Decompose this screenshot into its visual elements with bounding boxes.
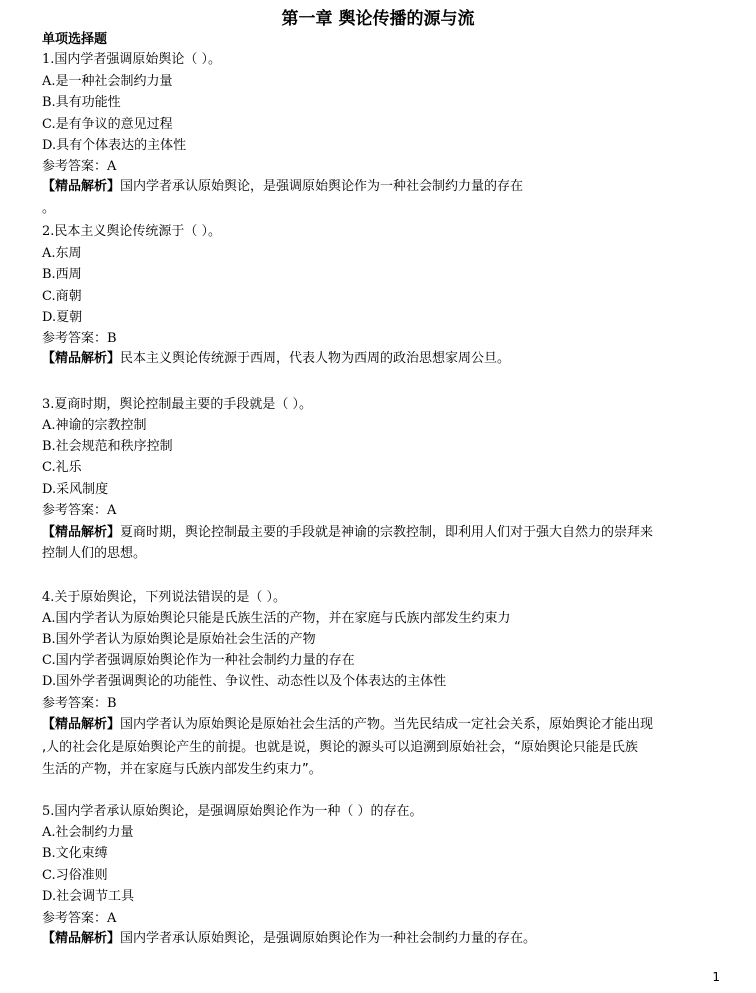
page-number: 1 bbox=[712, 970, 720, 984]
question-2-option-b: B.西周 bbox=[42, 267, 82, 282]
question-3-option-d: D.采风制度 bbox=[42, 482, 109, 497]
analysis-label: 【精品解析】 bbox=[42, 525, 121, 540]
question-5-option-d: D.社会调节工具 bbox=[42, 889, 135, 904]
question-5-option-c: C.习俗准则 bbox=[42, 868, 108, 883]
question-3-analysis bbox=[42, 524, 653, 542]
question-2-option-d: D.夏朝 bbox=[42, 310, 83, 325]
question-1-analysis bbox=[42, 178, 523, 196]
question-4-option-d: D.国外学者强调舆论的功能性、争议性、动态性以及个体表达的主体性 bbox=[42, 674, 447, 689]
question-4-analysis bbox=[42, 716, 653, 734]
question-4-option-b: B.国外学者认为原始舆论是原始社会生活的产物 bbox=[42, 632, 316, 647]
section-heading: 单项选择题 bbox=[42, 32, 108, 47]
analysis-label: 【精品解析】 bbox=[42, 179, 121, 194]
question-1-stem: 1.国内学者强调原始舆论（ ）。 bbox=[42, 52, 222, 67]
question-3-stem: 3.夏商时期，舆论控制最主要的手段就是（ ）。 bbox=[42, 397, 313, 412]
question-5-analysis bbox=[42, 930, 536, 948]
question-3-analysis-continued: 控制人们的思想。 bbox=[42, 546, 147, 561]
question-3-option-b: B.社会规范和秩序控制 bbox=[42, 439, 173, 454]
question-4-analysis-continued-1: ,人的社会化是原始舆论产生的前提。也就是说，舆论的源头可以追溯到原始社会，“原始舆论只能是氏族 bbox=[42, 740, 638, 755]
question-5-stem: 5.国内学者承认原始舆论，是强调原始舆论作为一种（ ）的存在。 bbox=[42, 804, 423, 819]
question-3-option-c: C.礼乐 bbox=[42, 460, 82, 475]
question-1-option-b: B.具有功能性 bbox=[42, 95, 121, 110]
question-4-stem: 4.关于原始舆论，下列说法错误的是（ ）。 bbox=[42, 590, 287, 605]
question-5-option-b: B.文化束缚 bbox=[42, 846, 108, 861]
analysis-text: 民本主义舆论传统源于西周，代表人物为西周的政治思想家周公旦。 bbox=[120, 351, 511, 366]
question-4-answer: 参考答案：B bbox=[42, 696, 117, 711]
question-4-option-a: A.国内学者认为原始舆论只能是氏族生活的产物，并在家庭与氏族内部发生约束力 bbox=[42, 611, 511, 626]
question-5-answer: 参考答案：A bbox=[42, 911, 117, 926]
analysis-text: 国内学者认为原始舆论是原始社会生活的产物。当先民结成一定社会关系，原始舆论才能出现 bbox=[120, 717, 654, 732]
question-2-option-a: A.东周 bbox=[42, 246, 82, 261]
analysis-label: 【精品解析】 bbox=[42, 931, 121, 946]
question-3-option-a: A.神谕的宗教控制 bbox=[42, 418, 147, 433]
question-5-option-a: A.社会制约力量 bbox=[42, 825, 134, 840]
question-1-analysis-continued: 。 bbox=[42, 201, 56, 216]
question-1-option-a: A.是一种社会制约力量 bbox=[42, 74, 173, 89]
question-3-answer: 参考答案：A bbox=[42, 503, 117, 518]
chapter-title: 第一章 舆论传播的源与流 bbox=[281, 9, 475, 29]
analysis-label: 【精品解析】 bbox=[42, 717, 121, 732]
analysis-label: 【精品解析】 bbox=[42, 351, 121, 366]
question-4-analysis-continued-2: 生活的产物，并在家庭与氏族内部发生约束力”。 bbox=[42, 762, 322, 777]
question-1-option-c: C.是有争议的意见过程 bbox=[42, 117, 173, 132]
question-2-stem: 2.民本主义舆论传统源于（ ）。 bbox=[42, 224, 222, 239]
question-1-option-d: D.具有个体表达的主体性 bbox=[42, 138, 187, 153]
question-2-option-c: C.商朝 bbox=[42, 289, 82, 304]
question-2-answer: 参考答案：B bbox=[42, 331, 117, 346]
analysis-text: 国内学者承认原始舆论，是强调原始舆论作为一种社会制约力量的存在。 bbox=[120, 931, 537, 946]
analysis-text: 国内学者承认原始舆论，是强调原始舆论作为一种社会制约力量的存在 bbox=[120, 179, 524, 194]
analysis-text: 夏商时期，舆论控制最主要的手段就是神谕的宗教控制，即利用人们对于强大自然力的崇拜来 bbox=[120, 525, 654, 540]
question-2-analysis bbox=[42, 350, 510, 368]
question-4-option-c: C.国内学者强调原始舆论作为一种社会制约力量的存在 bbox=[42, 653, 355, 668]
question-1-answer: 参考答案：A bbox=[42, 159, 117, 174]
